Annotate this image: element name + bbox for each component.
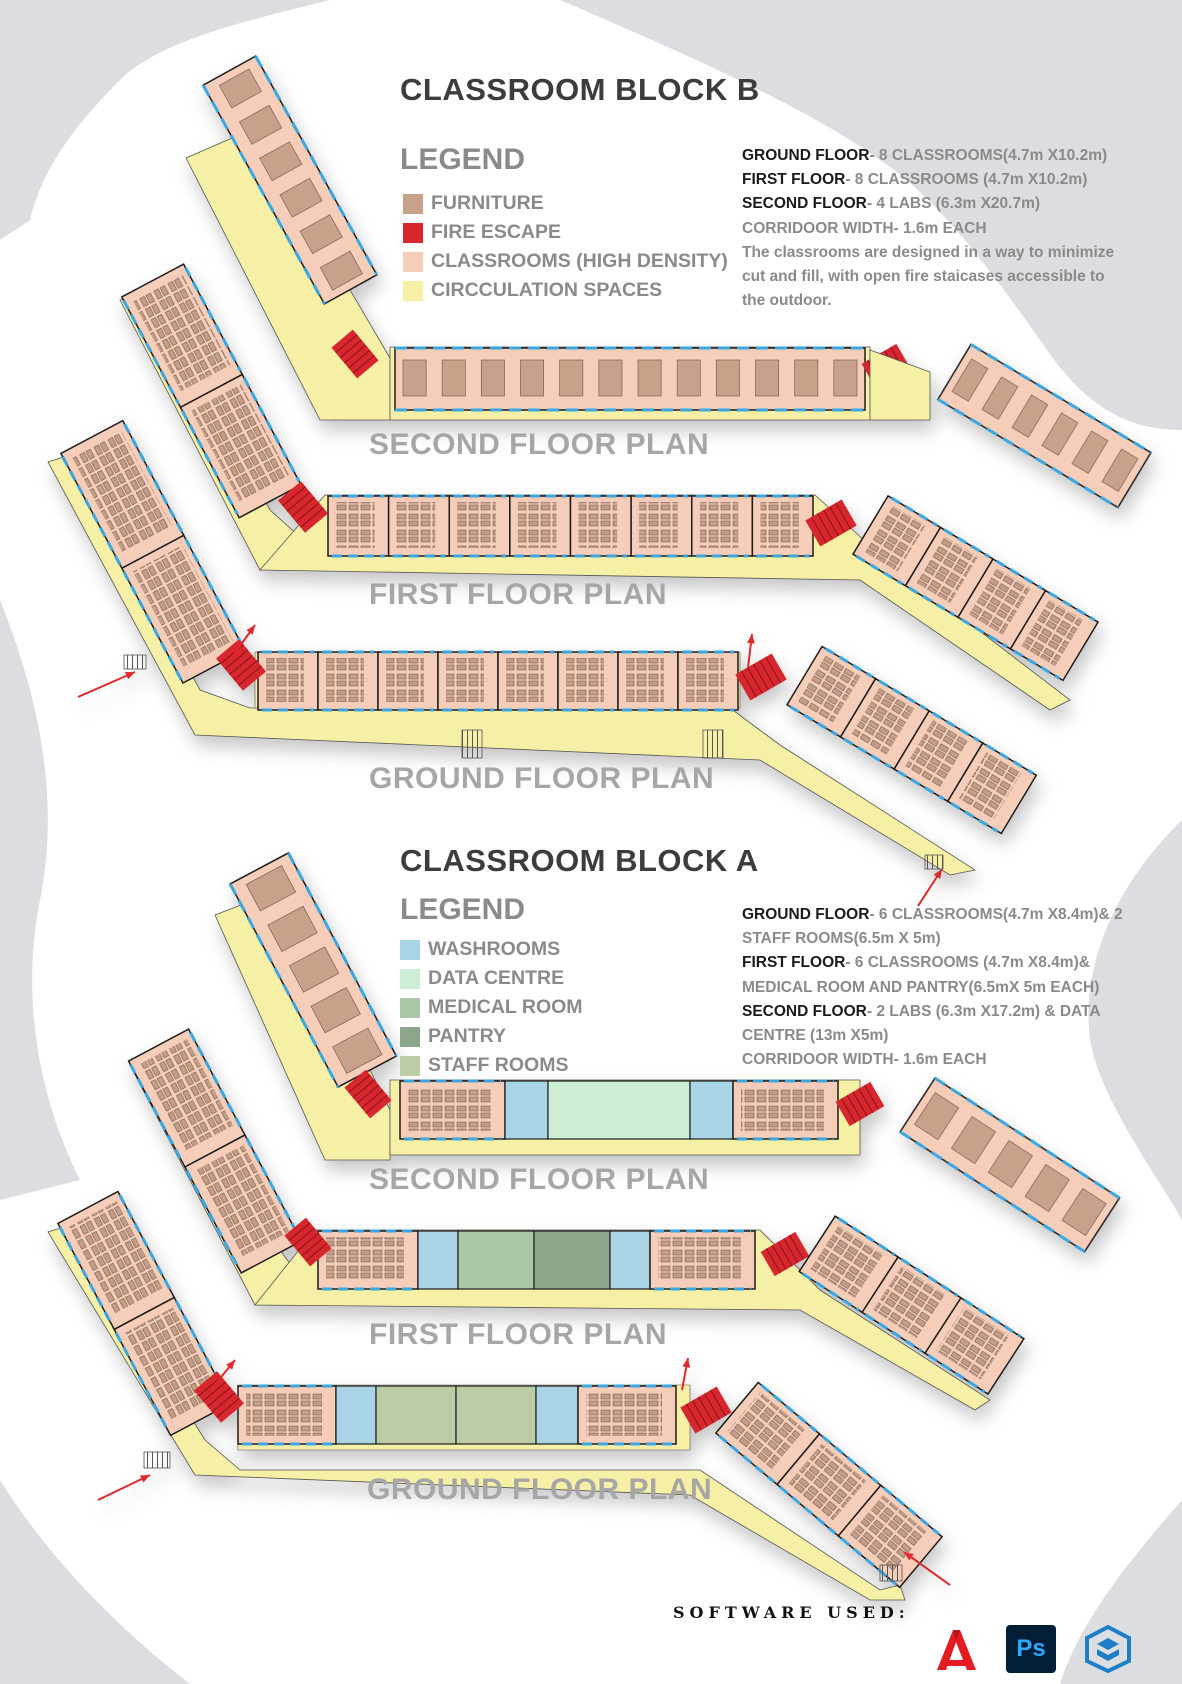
legend-label: STAFF ROOMS [428, 1054, 569, 1076]
legend-label: CIRCCULATION SPACES [431, 279, 663, 301]
block-a-first-floor-label: FIRST FLOOR PLAN [369, 1318, 667, 1351]
seating-furniture [700, 502, 739, 548]
seating-furniture [246, 1392, 322, 1436]
block-b-legend-title: LEGEND [400, 143, 526, 176]
seating-furniture [566, 658, 604, 702]
lab-bench [638, 360, 661, 396]
block-a-ground-floor-label: GROUND FLOOR PLAN [367, 1473, 713, 1506]
legend-label: MEDICAL ROOM [428, 996, 583, 1018]
classroom-strip [328, 496, 813, 556]
note-value: STAFF ROOMS(6.5m X 5m) [742, 930, 941, 948]
note-value: - 4 LABS (6.3m X20.7m) [866, 195, 1041, 213]
circulation-swatch [403, 281, 423, 301]
classroom-strip [650, 1231, 755, 1289]
note-value: The classrooms are designed in a way to minimize [742, 243, 1115, 261]
seating-furniture [579, 502, 618, 548]
entry-arrow [78, 672, 135, 697]
classroom-swatch [403, 252, 423, 272]
note-key: FIRST FLOOR [742, 171, 846, 189]
lab-bench [716, 360, 739, 396]
legend-label: CLASSROOMS (HIGH DENSITY) [431, 250, 728, 272]
legend-item-medical-room [400, 993, 583, 1022]
note-line [742, 1000, 1123, 1024]
note-line [742, 217, 1114, 241]
entry-steps [925, 855, 943, 869]
entry-steps [880, 1565, 902, 1581]
seating-furniture [326, 658, 364, 702]
seating-furniture [386, 658, 424, 702]
pantry-swatch [400, 1027, 420, 1047]
seating-furniture [266, 658, 304, 702]
background-blob [0, 600, 80, 1200]
legend-item-classrooms [403, 247, 728, 276]
seating-furniture [457, 502, 496, 548]
washroom [610, 1231, 650, 1289]
block-a-legend-title: LEGEND [400, 893, 526, 926]
legend-item-circulation [403, 276, 728, 305]
note-value: - 2 LABS (6.3m X17.2m) & DATA [866, 1002, 1101, 1020]
software-used-label: SOFTWARE USED: [673, 1603, 910, 1622]
note-value: the outdoor. [742, 292, 832, 310]
photoshop-icon-text: Ps [1016, 1635, 1046, 1662]
seating-furniture [586, 1392, 662, 1436]
note-line [742, 265, 1114, 289]
seating-furniture [760, 502, 799, 548]
classroom-strip [400, 1081, 505, 1139]
block-b-notes [742, 144, 1114, 313]
seating-furniture [408, 1087, 491, 1131]
legend-label: DATA CENTRE [428, 967, 565, 989]
note-line [742, 927, 1123, 951]
note-line [742, 903, 1123, 927]
legend-item-furniture [403, 189, 728, 218]
note-value: - 8 CLASSROOMS(4.7m X10.2m) [869, 147, 1108, 164]
block-b-first-floor-label: FIRST FLOOR PLAN [369, 578, 667, 611]
note-value: CENTRE (13m X5m) [742, 1027, 889, 1045]
legend-label: FURNITURE [431, 192, 544, 214]
classroom-strip [578, 1386, 676, 1444]
data-centre [548, 1081, 690, 1139]
note-value: - 6 CLASSROOMS (4.7m X8.4m)& [845, 954, 1090, 972]
note-line [742, 976, 1123, 1000]
classroom-strip [129, 1029, 302, 1273]
block-a-legend [400, 935, 583, 1080]
washroom [505, 1081, 548, 1139]
note-value: MEDICAL ROOM AND PANTRY(6.5mX 5m EACH) [742, 978, 1100, 996]
note-line [742, 1048, 1123, 1072]
classroom-strip [733, 1081, 838, 1139]
legend-item-data-centre [400, 964, 583, 993]
seating-furniture [626, 658, 664, 702]
block-a-title: CLASSROOM BLOCK A [400, 843, 759, 878]
medical-room [458, 1231, 534, 1289]
autocad-icon [932, 1626, 980, 1674]
block-a-notes [742, 903, 1123, 1072]
lab-bench [834, 360, 857, 396]
sketchup-icon [1085, 1625, 1131, 1673]
note-line [742, 144, 1114, 168]
entry-arrow-head [934, 869, 942, 879]
furniture-swatch [403, 194, 423, 214]
entry-steps [462, 730, 482, 758]
note-value: CORRIDOOR WIDTH- 1.6m EACH [742, 1051, 987, 1069]
seating-furniture [336, 502, 375, 548]
block-b-first-floor [120, 264, 1098, 710]
classroom-strip [318, 1231, 418, 1289]
note-line [742, 241, 1114, 265]
fire-escape-swatch [403, 223, 423, 243]
lab-bench [481, 360, 504, 396]
note-line [742, 192, 1114, 216]
entry-arrow-head [246, 625, 255, 635]
legend-label: PANTRY [428, 1025, 506, 1047]
entry-steps [703, 730, 723, 758]
note-key: SECOND FLOOR [742, 195, 867, 213]
note-line [742, 289, 1114, 313]
washroom [690, 1081, 733, 1139]
seating-furniture [741, 1087, 824, 1131]
lab-bench [521, 360, 544, 396]
photoshop-icon [1006, 1625, 1056, 1673]
note-key: SECOND FLOOR [742, 1002, 867, 1020]
block-b-second-floor-label: SECOND FLOOR PLAN [369, 428, 710, 461]
note-key: GROUND FLOOR [742, 906, 870, 923]
block-a-second-floor-label: SECOND FLOOR PLAN [369, 1163, 710, 1196]
lab-bench [403, 360, 426, 396]
lab-strip [395, 348, 865, 410]
seating-furniture [639, 502, 678, 548]
staff-room [456, 1386, 536, 1444]
note-line [742, 951, 1123, 975]
lab-bench [560, 360, 583, 396]
seating-furniture [686, 658, 724, 702]
staff-rooms-swatch [400, 1056, 420, 1076]
seating-furniture [658, 1237, 741, 1281]
fire-escape [735, 654, 786, 701]
data-centre-swatch [400, 969, 420, 989]
seating-furniture [446, 658, 484, 702]
lab-strip [900, 1078, 1119, 1251]
washroom [336, 1386, 376, 1444]
classroom-strip [258, 652, 738, 710]
washroom [536, 1386, 578, 1444]
note-value: - 6 CLASSROOMS(4.7m X8.4m)& 2 [869, 906, 1123, 923]
classroom-strip [238, 1386, 336, 1444]
note-key: GROUND FLOOR [742, 147, 870, 164]
legend-label: WASHROOMS [428, 938, 561, 960]
pantry [534, 1231, 610, 1289]
legend-item-pantry [400, 1022, 583, 1051]
seating-furniture [397, 502, 436, 548]
entry-arrow-head [682, 1358, 690, 1368]
note-line [742, 168, 1114, 192]
note-key: FIRST FLOOR [742, 954, 846, 972]
washroom [418, 1231, 458, 1289]
block-b-legend [403, 189, 728, 305]
entry-steps [124, 655, 146, 669]
background-blob [0, 1480, 190, 1684]
note-line [742, 1024, 1123, 1048]
note-value: CORRIDOOR WIDTH- 1.6m EACH [742, 219, 987, 237]
legend-label: FIRE ESCAPE [431, 221, 562, 243]
lab-bench [795, 360, 818, 396]
staff-room [376, 1386, 456, 1444]
lab-bench [599, 360, 622, 396]
block-b-title: CLASSROOM BLOCK B [400, 72, 760, 107]
legend-item-fire-escape [403, 218, 728, 247]
legend-item-washrooms [400, 935, 583, 964]
washroom-swatch [400, 940, 420, 960]
legend-item-staff-rooms [400, 1051, 583, 1080]
block-b-ground-floor-label: GROUND FLOOR PLAN [369, 762, 715, 795]
lab-bench [442, 360, 465, 396]
entry-steps [144, 1452, 170, 1468]
seating-furniture [326, 1237, 404, 1281]
lab-bench [677, 360, 700, 396]
seating-furniture [506, 658, 544, 702]
block-b-ground-floor [48, 421, 1036, 906]
medical-room-swatch [400, 998, 420, 1018]
note-value: - 8 CLASSROOMS (4.7m X10.2m) [845, 171, 1088, 189]
seating-furniture [518, 502, 557, 548]
note-value: cut and fill, with open fire staicases accessible to [742, 268, 1105, 286]
lab-bench [756, 360, 779, 396]
